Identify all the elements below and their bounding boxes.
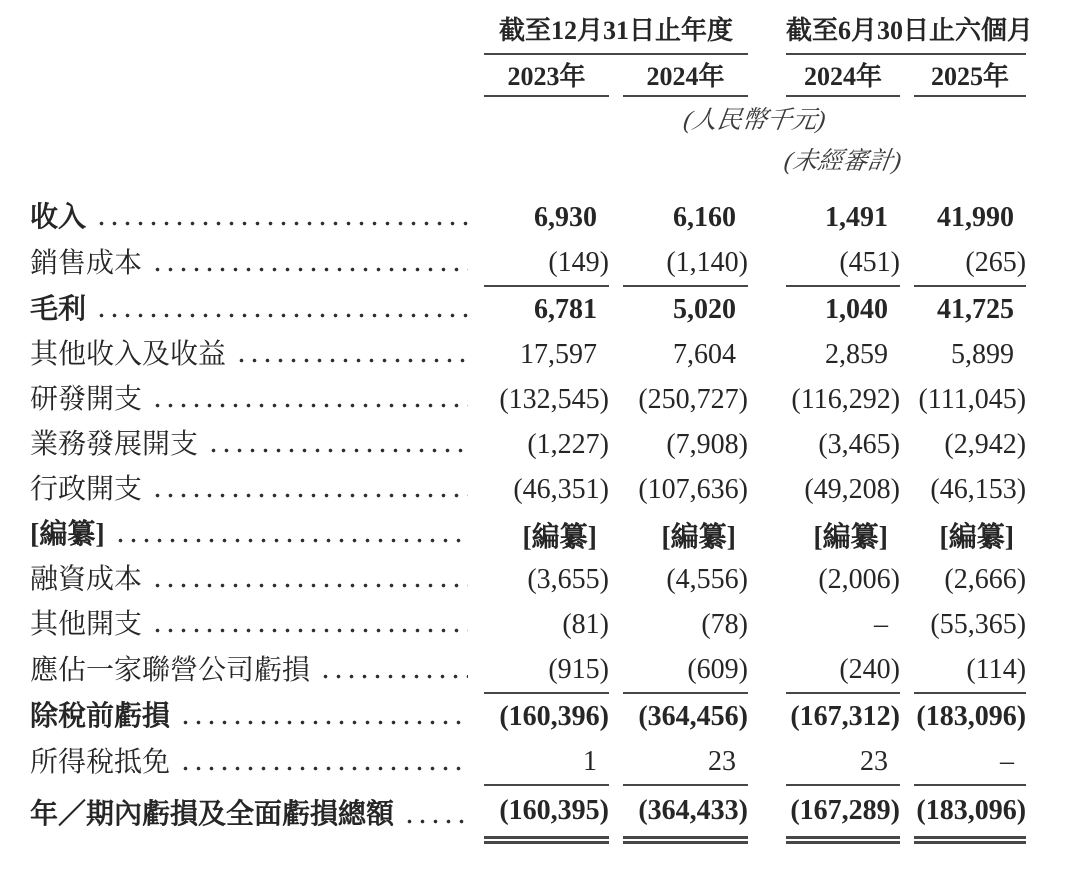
row-label: 業務發展開支 bbox=[30, 428, 199, 460]
row-label: 研發開支 bbox=[30, 383, 143, 415]
dot-leader bbox=[151, 493, 468, 498]
value-cell: 2,859 bbox=[825, 338, 889, 370]
value-cell: (114) bbox=[914, 647, 1026, 694]
value-cell: 5,020 bbox=[673, 293, 737, 325]
value-cell: (111,045) bbox=[918, 383, 1027, 415]
unaudited-note: (未經審計) bbox=[782, 148, 903, 175]
column-gap bbox=[762, 467, 772, 512]
value-cell: (46,153) bbox=[930, 473, 1027, 505]
value-cell: (81) bbox=[562, 608, 609, 640]
value-cell: (160,395) bbox=[484, 786, 609, 844]
value-cell: (364,433) bbox=[623, 786, 748, 844]
value-cell: (3,465) bbox=[818, 428, 901, 460]
empty-cell bbox=[30, 10, 470, 55]
row-label: 除稅前虧損 bbox=[30, 700, 171, 732]
table-row bbox=[30, 647, 1026, 694]
value-cell: 1 bbox=[484, 739, 609, 786]
currency-unit-note-cell bbox=[484, 97, 1026, 139]
value-cell: (364,456) bbox=[638, 700, 749, 732]
value-cell: – bbox=[874, 608, 889, 640]
table-row bbox=[30, 332, 1026, 377]
value-cell: (167,289) bbox=[786, 786, 900, 844]
spacer-row bbox=[30, 179, 1026, 195]
row-label: 行政開支 bbox=[30, 473, 143, 505]
value-cell: 6,160 bbox=[673, 201, 737, 233]
currency-unit-note: (人民幣千元) bbox=[681, 107, 828, 134]
dot-leader bbox=[151, 628, 468, 633]
row-label: 年／期內虧損及全面虧損總額 bbox=[30, 799, 395, 831]
row-label-cell bbox=[30, 512, 470, 557]
empty-cell bbox=[30, 139, 470, 179]
value-cell: (49,208) bbox=[804, 473, 901, 505]
dot-leader bbox=[95, 221, 468, 226]
column-gap bbox=[762, 332, 772, 377]
unaudited-note-row bbox=[30, 139, 1026, 179]
value-cell: – bbox=[914, 739, 1026, 786]
table-row bbox=[30, 557, 1026, 602]
dot-leader bbox=[151, 267, 468, 272]
value-cell: 23 bbox=[623, 739, 748, 786]
value-cell: 23 bbox=[786, 739, 900, 786]
empty-cell bbox=[623, 139, 748, 179]
value-cell: 41,990 bbox=[937, 201, 1015, 233]
table-row bbox=[30, 287, 1026, 332]
value-cell: 1,040 bbox=[825, 293, 889, 325]
value-cell: (609) bbox=[623, 647, 748, 694]
column-gap bbox=[762, 377, 772, 422]
table-row bbox=[30, 786, 1026, 844]
row-label: 其他開支 bbox=[30, 608, 143, 640]
table-row bbox=[30, 377, 1026, 422]
value-cell: (7,908) bbox=[666, 428, 749, 460]
col-header-2025-interim: 2025年 bbox=[914, 55, 1026, 97]
col-header-2024-interim: 2024年 bbox=[786, 55, 900, 97]
row-label: 應佔一家聯營公司虧損 bbox=[30, 654, 311, 686]
column-gap bbox=[762, 240, 772, 287]
empty-cell bbox=[914, 139, 1026, 179]
empty-cell bbox=[484, 139, 609, 179]
dot-leader bbox=[207, 448, 468, 453]
column-gap bbox=[762, 287, 772, 332]
row-label-cell bbox=[30, 422, 470, 467]
value-cell: 1,491 bbox=[825, 201, 889, 233]
dot-leader bbox=[403, 819, 468, 824]
column-gap bbox=[762, 139, 772, 179]
row-label-cell bbox=[30, 195, 470, 240]
value-cell: 17,597 bbox=[520, 338, 597, 370]
table-row bbox=[30, 512, 1026, 557]
value-cell: (250,727) bbox=[638, 383, 749, 415]
value-cell: (240) bbox=[786, 647, 900, 694]
col-header-2024: 2024年 bbox=[623, 55, 748, 97]
table-row bbox=[30, 602, 1026, 647]
row-label-cell bbox=[30, 240, 470, 287]
table-row bbox=[30, 739, 1026, 786]
value-cell: (132,545) bbox=[499, 383, 609, 415]
dot-leader bbox=[151, 403, 468, 408]
row-label: [編纂] bbox=[30, 518, 105, 550]
value-cell: (183,096) bbox=[916, 700, 1027, 732]
row-label: 銷售成本 bbox=[30, 247, 143, 279]
row-label-cell bbox=[30, 332, 470, 377]
column-gap bbox=[762, 422, 772, 467]
column-gap bbox=[762, 786, 772, 844]
row-label-cell bbox=[30, 694, 470, 739]
table-body bbox=[30, 195, 1026, 844]
value-cell: [編纂] bbox=[939, 521, 1015, 553]
row-label-cell bbox=[30, 786, 470, 844]
value-cell: (265) bbox=[914, 240, 1026, 287]
empty-cell bbox=[30, 55, 470, 97]
value-cell: 6,781 bbox=[534, 293, 597, 325]
column-gap bbox=[762, 10, 772, 55]
dot-leader bbox=[114, 538, 468, 543]
column-gap bbox=[762, 739, 772, 786]
column-gap bbox=[762, 694, 772, 739]
row-label-cell bbox=[30, 647, 470, 694]
column-gap bbox=[762, 602, 772, 647]
column-gap bbox=[762, 195, 772, 240]
row-label: 所得稅抵免 bbox=[30, 746, 171, 778]
value-cell: (1,140) bbox=[623, 240, 748, 287]
period-group-header-row bbox=[30, 10, 1026, 55]
table-row bbox=[30, 694, 1026, 739]
value-cell: (46,351) bbox=[513, 473, 609, 505]
value-cell: 7,604 bbox=[673, 338, 737, 370]
column-gap bbox=[762, 512, 772, 557]
value-cell: 41,725 bbox=[937, 293, 1015, 325]
row-label-cell bbox=[30, 287, 470, 332]
value-cell: (78) bbox=[701, 608, 749, 640]
dot-leader bbox=[95, 313, 468, 318]
table-row bbox=[30, 240, 1026, 287]
year-header-row bbox=[30, 55, 1026, 97]
row-label: 融資成本 bbox=[30, 563, 143, 595]
table-header bbox=[30, 10, 1034, 195]
value-cell: [編纂] bbox=[522, 521, 597, 553]
col-header-2023: 2023年 bbox=[484, 55, 609, 97]
income-statement-table bbox=[16, 10, 1040, 844]
row-label-cell bbox=[30, 377, 470, 422]
row-label: 收入 bbox=[30, 201, 87, 233]
row-label-cell bbox=[30, 602, 470, 647]
table-row bbox=[30, 422, 1026, 467]
row-label: 其他收入及收益 bbox=[30, 338, 227, 370]
period-group-interim: 截至6月30日止六個月 bbox=[786, 10, 1026, 55]
dot-leader bbox=[319, 674, 468, 679]
value-cell: (2,006) bbox=[818, 563, 901, 595]
column-gap bbox=[762, 55, 772, 97]
value-cell: (4,556) bbox=[666, 563, 749, 595]
value-cell: (451) bbox=[786, 240, 900, 287]
column-gap bbox=[762, 647, 772, 694]
value-cell: (2,666) bbox=[944, 563, 1027, 595]
value-cell: [編纂] bbox=[813, 521, 889, 553]
dot-leader bbox=[235, 358, 468, 363]
period-group-annual: 截至12月31日止年度 bbox=[484, 10, 748, 55]
value-cell: (1,227) bbox=[527, 428, 609, 460]
value-cell: [編纂] bbox=[661, 521, 737, 553]
value-cell: (915) bbox=[484, 647, 609, 694]
dot-leader bbox=[151, 583, 468, 588]
value-cell: (116,292) bbox=[791, 383, 901, 415]
column-gap bbox=[762, 557, 772, 602]
row-label-cell bbox=[30, 467, 470, 512]
value-cell: (3,655) bbox=[527, 563, 609, 595]
value-cell: (167,312) bbox=[790, 700, 901, 732]
dot-leader bbox=[179, 766, 468, 771]
row-label-cell bbox=[30, 739, 470, 786]
empty-cell bbox=[30, 97, 470, 139]
value-cell: (160,396) bbox=[499, 700, 609, 732]
value-cell: (107,636) bbox=[638, 473, 749, 505]
value-cell: (183,096) bbox=[914, 786, 1026, 844]
unaudited-note-cell bbox=[782, 139, 903, 179]
value-cell: (2,942) bbox=[944, 428, 1027, 460]
row-label-cell bbox=[30, 557, 470, 602]
dot-leader bbox=[179, 720, 468, 725]
row-label: 毛利 bbox=[30, 293, 87, 325]
table-row bbox=[30, 195, 1026, 240]
value-cell: (149) bbox=[484, 240, 609, 287]
currency-note-row bbox=[30, 97, 1026, 139]
value-cell: (55,365) bbox=[930, 608, 1027, 640]
table-row bbox=[30, 467, 1026, 512]
value-cell: 5,899 bbox=[951, 338, 1015, 370]
value-cell: 6,930 bbox=[534, 201, 597, 233]
